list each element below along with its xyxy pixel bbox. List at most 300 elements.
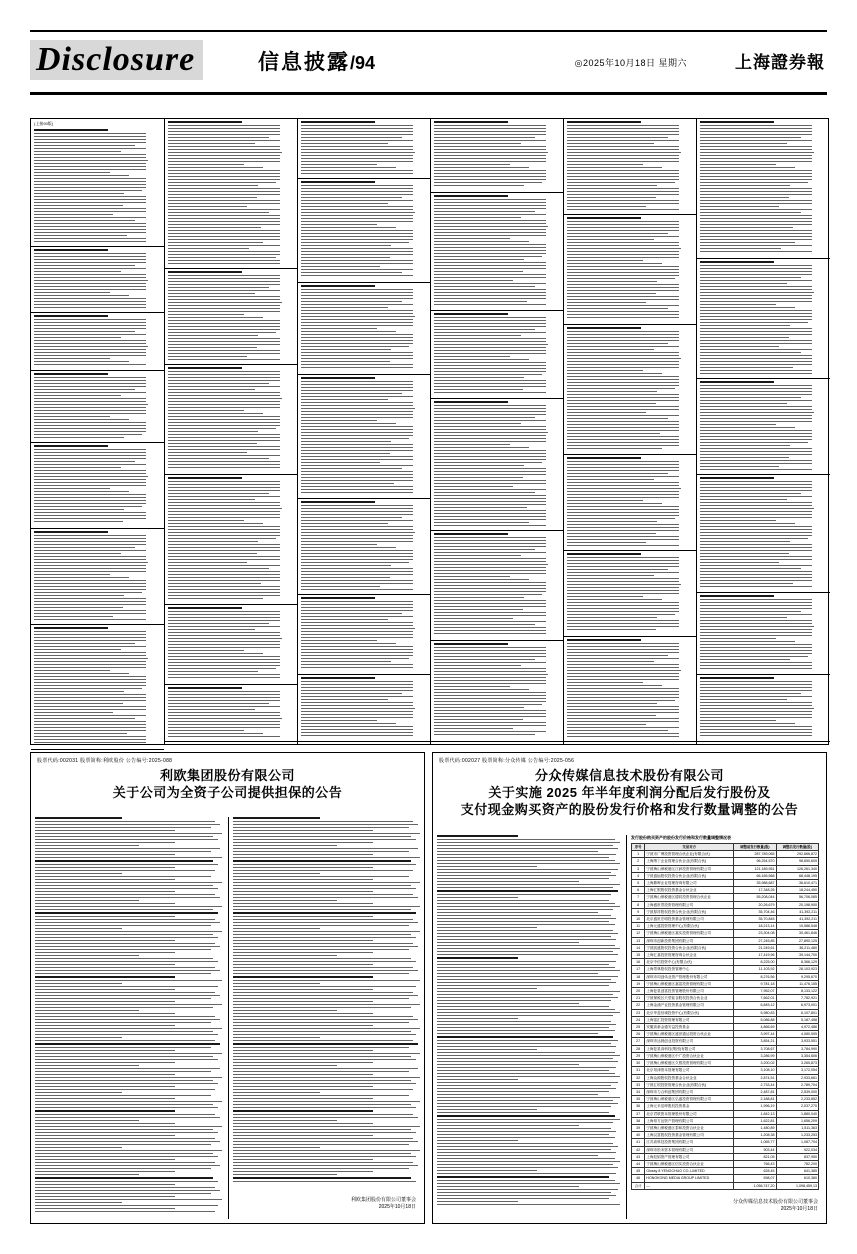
announcement-text-column [35, 817, 224, 1219]
article-cell [431, 399, 564, 531]
table-header-cell: 交易对方 [645, 844, 734, 851]
table-cell-before: 3,708,67 [734, 1045, 776, 1052]
table-cell-index: 11 [632, 923, 645, 930]
table-cell-index: 2 [632, 858, 645, 865]
table-cell-before: 7,952,07 [734, 988, 776, 995]
article-cell [298, 119, 431, 179]
table-cell-before: 3,108,10 [734, 1067, 776, 1074]
panel-right-signature-name: 分众传媒信息技术股份有限公司董事会 [732, 1199, 818, 1205]
table-row [632, 908, 819, 915]
table-row [632, 1074, 819, 1081]
table-cell-party: 宁波保税区天堂硅谷股权投资合伙企业 [645, 995, 734, 1002]
article-column [297, 119, 431, 744]
column-divider [228, 817, 229, 1219]
article-cell [564, 637, 697, 742]
table-cell-after: 1,880,040 [776, 1110, 818, 1117]
table-cell-after: 27,890,125 [776, 937, 818, 944]
table-row [632, 1182, 819, 1189]
table-cell-before: 3,286,99 [734, 1052, 776, 1059]
table-cell-before: 18,213,14 [734, 923, 776, 930]
table-row [632, 1139, 819, 1146]
continuation-note: (上接93版) [34, 121, 54, 126]
table-cell-before: 21,249,61 [734, 944, 776, 951]
article-cell [697, 593, 830, 675]
table-cell-after: 9,295,670 [776, 973, 818, 980]
article-column [563, 119, 697, 744]
table-cell-before: 628,45 [734, 1168, 776, 1175]
table-row [632, 880, 819, 887]
table-row [632, 1117, 819, 1124]
table-cell-after: 8,133,122 [776, 988, 818, 995]
table-cell-before: 1,208,38 [734, 1132, 776, 1139]
table-cell-index: 44 [632, 1160, 645, 1167]
table-cell-party: 宁波市广博投资管理合伙企业(有限合伙) [645, 851, 734, 858]
table-cell-party: 宁波梅山保税港区中广投资合伙企业 [645, 1052, 734, 1059]
table-row [632, 1088, 819, 1095]
table-row [632, 966, 819, 973]
table-row [632, 1031, 819, 1038]
article-cell [298, 375, 431, 499]
announcement-panel-left [30, 752, 425, 1224]
section-number: /94 [350, 53, 376, 73]
table-cell-party: 宁波梅山保税港区嘉富投资管理有限公司 [645, 980, 734, 987]
section-title [258, 46, 375, 76]
table-cell-before: 2,188,81 [734, 1096, 776, 1103]
table-row [632, 980, 819, 987]
table-cell-party: 上海易方达资产管理有限公司 [645, 1117, 734, 1124]
table-cell-index: 46 [632, 1175, 645, 1182]
table-cell-index: 40 [632, 1132, 645, 1139]
article-column [696, 119, 830, 744]
article-cell [31, 371, 164, 443]
table-cell-index: 10 [632, 916, 645, 923]
table-cell-party: 上海元禾辰坤股权投资基金 [645, 1103, 734, 1110]
table-cell-party: — [645, 1182, 734, 1189]
table-cell-after: 19,588,548 [776, 923, 818, 930]
table-cell-party: 江苏高科技投资集团有限公司 [645, 1139, 734, 1146]
table-cell-party: 深圳市创新投资集团有限公司 [645, 937, 734, 944]
table-cell-index: 13 [632, 937, 645, 944]
table-cell-party: 上海纳丁企业管理合伙企业(有限合伙) [645, 858, 734, 865]
top-article-grid [30, 118, 829, 745]
panel-right-title-3: 支付现金购买资产的股份发行价格和发行数量调整的公告 [460, 802, 799, 817]
article-cell [697, 475, 830, 593]
table-cell-before: 3,854,21 [734, 1038, 776, 1045]
table-row [632, 865, 819, 872]
table-cell-after: 36,211,480 [776, 944, 818, 951]
table-row [632, 1168, 819, 1175]
table-cell-party: 宁波汇垠投资管理合伙企业(有限合伙) [645, 1081, 734, 1088]
table-cell-before: 35,988,687 [734, 880, 776, 887]
table-cell-after: 18,244,450 [776, 887, 818, 894]
table-row [632, 872, 819, 879]
table-row [632, 1002, 819, 1009]
disclosure-logo: Disclosure [30, 40, 203, 80]
table-cell-party: 上海盛世景投资管理有限公司 [645, 901, 734, 908]
table-cell-index: 25 [632, 1024, 645, 1031]
article-cell [564, 215, 697, 325]
article-cell [431, 119, 564, 193]
table-cell-after: 7,782,921 [776, 995, 818, 1002]
table-cell-party: 深圳市达晨创业投资有限公司 [645, 1038, 734, 1045]
table-cell-after: 2,933,661 [776, 1074, 818, 1081]
panel-right-title-2: 关于实施 2025 年半年度利润分配后发行股份及 [488, 785, 771, 800]
article-cell [31, 443, 164, 529]
table-cell-party: 上海汇银股权投资基金合伙企业 [645, 887, 734, 894]
stock-code-line-left: 股票代码:002031 股票简称:利欧股份 公告编号:2025-088 [37, 758, 173, 764]
paper-name: 上海證券報 [735, 53, 825, 72]
table-cell-party: 宁波梅山保税港区嘉实投资管理有限公司 [645, 930, 734, 937]
table-cell-index: 34 [632, 1088, 645, 1095]
table-header-cell: 序号 [632, 844, 645, 851]
table-cell-index: 3 [632, 865, 645, 872]
table-row [632, 952, 819, 959]
table-row [632, 973, 819, 980]
table-cell-index: 16 [632, 959, 645, 966]
table-cell-after: 126,261,340 [776, 865, 818, 872]
table-cell-before: 2,733,44 [734, 1081, 776, 1088]
table-cell-party: 安徽高新金通安益投资基金 [645, 1024, 734, 1031]
table-cell-party: 深圳市同创伟业资产管理股份有限公司 [645, 973, 734, 980]
share-table-container [631, 835, 821, 1195]
table-row [632, 1132, 819, 1139]
table-cell-index: 21 [632, 995, 645, 1002]
article-cell [298, 675, 431, 742]
table-cell-before: 17,419,96 [734, 952, 776, 959]
table-cell-before: 3,997,44 [734, 1031, 776, 1038]
table-row [632, 916, 819, 923]
table-cell-index: 12 [632, 930, 645, 937]
table-row [632, 1081, 819, 1088]
table-cell-before: 1,480,89 [734, 1124, 776, 1131]
table-cell-index: 28 [632, 1045, 645, 1052]
table-cell-after: 922,034 [776, 1146, 818, 1153]
article-cell [298, 499, 431, 595]
table-cell-index: 8 [632, 901, 645, 908]
table-cell-after: 20,198,900 [776, 901, 818, 908]
table-cell-before: 6,845,12 [734, 1002, 776, 1009]
announcement-panel-right [432, 752, 827, 1224]
table-cell-party: 宁波厚祥股权投资合伙企业(有限合伙) [645, 908, 734, 915]
table-cell-before: 55,208,044 [734, 894, 776, 901]
table-row [632, 1024, 819, 1031]
announcement-text-column [233, 817, 422, 1185]
table-cell-before: 5,086,88 [734, 1016, 776, 1023]
table-cell-before: 2,487,81 [734, 1088, 776, 1095]
table-row [632, 1103, 819, 1110]
table-cell-index: 38 [632, 1117, 645, 1124]
panel-left-title-1: 利欧集团股份有限公司 [159, 768, 295, 783]
table-cell-party: 上海景林股权投资管理中心 [645, 966, 734, 973]
article-cell [298, 179, 431, 283]
table-cell-index: 33 [632, 1081, 645, 1088]
article-column [430, 119, 564, 744]
table-cell-before: 27,245,85 [734, 937, 776, 944]
panel-left-signature-name: 利欧集团股份有限公司董事会 [350, 1197, 416, 1203]
table-row [632, 959, 819, 966]
table-cell-after: 641,385 [776, 1168, 818, 1175]
table-cell-after: 2,789,704 [776, 1081, 818, 1088]
table-row [632, 1016, 819, 1023]
table-cell-party: 上海复星高科技(集团)有限公司 [645, 1045, 734, 1052]
table-cell-after: 36,610,471 [776, 880, 818, 887]
article-cell [564, 325, 697, 455]
table-cell-before: 9,781,18 [734, 980, 776, 987]
table-row [632, 1038, 819, 1045]
article-cell [165, 365, 298, 475]
table-cell-index: 32 [632, 1074, 645, 1081]
article-cell [564, 455, 697, 551]
column-divider [626, 835, 627, 1219]
article-cell [431, 193, 564, 311]
article-cell [431, 531, 564, 641]
table-row [632, 988, 819, 995]
table-row [632, 1175, 819, 1182]
table-cell-after: 30,461,846 [776, 930, 818, 937]
table-cell-party: 北京君联资本管理股份有限公司 [645, 1110, 734, 1117]
table-cell-before: 35,704,46 [734, 908, 776, 915]
table-cell-index: 36 [632, 1103, 645, 1110]
table-cell-before: 287,789,065 [734, 851, 776, 858]
table-cell-party: 上海鼎晖企业管理咨询有限公司 [645, 880, 734, 887]
table-cell-after: 1,098,459,13 [776, 1182, 818, 1189]
table-cell-before: 96,254,570 [734, 858, 776, 865]
table-cell-after: 41,392,211 [776, 908, 818, 915]
table-cell-index: 18 [632, 973, 645, 980]
article-cell [697, 379, 830, 475]
table-cell-after: 610,380 [776, 1175, 818, 1182]
table-cell-index: 35 [632, 1096, 645, 1103]
table-cell-index: 29 [632, 1052, 645, 1059]
table-cell-index: 20 [632, 988, 645, 995]
article-cell [697, 675, 830, 742]
table-cell-before: 7,662,01 [734, 995, 776, 1002]
article-cell [697, 119, 830, 259]
table-cell-party: 宁波梅山保税港区久银投资管理有限公司 [645, 1060, 734, 1067]
article-cell [31, 247, 164, 313]
table-row [632, 1124, 819, 1131]
table-cell-party: 北京华盖信诚投资中心(有限合伙) [645, 1009, 734, 1016]
table-cell-index: 22 [632, 1002, 645, 1009]
article-column [31, 119, 164, 744]
article-cell [298, 283, 431, 375]
table-cell-party: 上海富汇投资管理有限公司 [645, 1016, 734, 1023]
table-cell-index: 24 [632, 1016, 645, 1023]
article-cell [31, 625, 164, 750]
table-cell-party: 上海众源股权投资基金合伙企业 [645, 1074, 734, 1081]
table-row [632, 1146, 819, 1153]
article-cell [31, 529, 164, 625]
table-cell-after: 1,656,209 [776, 1117, 818, 1124]
article-cell [165, 475, 298, 605]
panel-right-head [433, 753, 826, 820]
table-row [632, 1060, 819, 1067]
table-cell-after: 1,233,253 [776, 1132, 818, 1139]
article-cell [165, 605, 298, 685]
table-cell-after: 2,037,270 [776, 1103, 818, 1110]
table-cell-index: 37 [632, 1110, 645, 1117]
table-row [632, 944, 819, 951]
table-cell-index: 7 [632, 894, 645, 901]
table-row [632, 1153, 819, 1160]
panel-right-signature [638, 1199, 818, 1213]
table-cell-party: Glossy 8 YENGCHUO CO.,LIMITED [645, 1168, 734, 1175]
table-cell-party: 上海元盛投资管理中心(有限合伙) [645, 923, 734, 930]
table-cell-before: 5,980,83 [734, 1009, 776, 1016]
table-cell-before: 66,165,568 [734, 872, 776, 879]
table-cell-party: 宁波梅山保税港区信实投资合伙企业 [645, 1160, 734, 1167]
article-cell [564, 551, 697, 637]
table-cell-party: HONGKONG MEDIA GROUP LIMITED [645, 1175, 734, 1182]
table-cell-before: 1,622,81 [734, 1117, 776, 1124]
table-cell-after: 3,933,551 [776, 1038, 818, 1045]
table-cell-after: 3,784,990 [776, 1045, 818, 1052]
table-row [632, 995, 819, 1002]
panel-left-title-2: 关于公司为全资子公司提供担保的公告 [112, 785, 343, 800]
table-cell-before: 3,200,02 [734, 1060, 776, 1067]
table-cell-after: 3,265,873 [776, 1060, 818, 1067]
table-cell-index: 41 [632, 1139, 645, 1146]
table-cell-after: 782,200 [776, 1160, 818, 1167]
table-row [632, 1045, 819, 1052]
table-cell-index: 15 [632, 952, 645, 959]
panel-right-signature-date: 2025年10月18日 [780, 1206, 818, 1212]
table-header-cell: 调整前发行数量(股) [734, 844, 776, 851]
article-cell [564, 119, 697, 215]
table-cell-before: 17,348,26 [734, 887, 776, 894]
table-cell-party: 上海汉富股权投资基金管理有限公司 [645, 1132, 734, 1139]
table-row [632, 1110, 819, 1117]
table-cell-before: 35,70,845 [734, 916, 776, 923]
table-cell-index: 4 [632, 872, 645, 879]
table-cell-index: 14 [632, 944, 645, 951]
table-cell-after: 6,973,001 [776, 1002, 818, 1009]
table-cell-index: 合计 [632, 1182, 645, 1189]
article-column [164, 119, 298, 744]
table-row [632, 851, 819, 858]
share-table-title: 发行股份购买资产的股份发行价格和发行数量调整情况表 [631, 835, 731, 840]
table-cell-before: 20,26,679 [734, 901, 776, 908]
panel-left-head [31, 753, 424, 803]
table-row [632, 930, 819, 937]
table-row [632, 901, 819, 908]
table-cell-index: 42 [632, 1146, 645, 1153]
table-cell-index: 1 [632, 851, 645, 858]
table-cell-party: 深圳市力合科创集团有限公司 [645, 1088, 734, 1095]
table-cell-party: 宁波梅山保税港区德同投资管理合伙企业 [645, 894, 734, 901]
table-cell-party: 北京中信投资中心(有限合伙) [645, 959, 734, 966]
table-cell-after: 6,107,801 [776, 1009, 818, 1016]
table-row [632, 894, 819, 901]
table-cell-index: 23 [632, 1009, 645, 1016]
table-cell-after: 11,476,155 [776, 980, 818, 987]
table-cell-after: 292,666,872 [776, 851, 818, 858]
announcement-text-column [437, 835, 622, 1219]
table-cell-index: 9 [632, 908, 645, 915]
table-cell-after: 1,087,704 [776, 1139, 818, 1146]
table-cell-before: 821,05 [734, 1153, 776, 1160]
masthead-bottom-rule [30, 92, 827, 95]
article-cell [431, 311, 564, 399]
table-cell-after: 98,650,609 [776, 858, 818, 865]
table-cell-index: 30 [632, 1060, 645, 1067]
table-row [632, 1052, 819, 1059]
table-cell-party: 上海复星创富投资管理股份有限公司 [645, 988, 734, 995]
table-cell-before: 1,056,747,20 [734, 1182, 776, 1189]
table-cell-index: 45 [632, 1168, 645, 1175]
table-cell-party: 宁波梅山保税港区盛世通达投资合伙企业 [645, 1031, 734, 1038]
panel-left-signature [256, 1197, 416, 1211]
panel-right-title-1: 分众传媒信息技术股份有限公司 [534, 768, 724, 783]
table-header-cell: 调整后发行数量(股) [776, 844, 818, 851]
table-cell-index: 19 [632, 980, 645, 987]
table-cell-before: 598,07 [734, 1175, 776, 1182]
table-row [632, 887, 819, 894]
table-cell-party: 宁波梅山保税港区弘盛投资管理有限公司 [645, 1096, 734, 1103]
table-cell-party: 上海汇嘉投资管理咨询合伙企业 [645, 952, 734, 959]
table-cell-index: 39 [632, 1124, 645, 1131]
table-cell-after: 4,972,486 [776, 1024, 818, 1031]
masthead-top-rule [30, 30, 827, 32]
table-cell-before: 766,43 [734, 1160, 776, 1167]
table-cell-before: 903,44 [734, 1146, 776, 1153]
table-cell-after: 8,366,129 [776, 959, 818, 966]
table-cell-party: 上海金浦产业投资基金管理有限公司 [645, 1002, 734, 1009]
table-cell-index: 5 [632, 880, 645, 887]
table-cell-after: 28,103,923 [776, 966, 818, 973]
article-cell [165, 685, 298, 742]
table-cell-after: 3,172,054 [776, 1067, 818, 1074]
share-adjustment-table [631, 843, 819, 1190]
table-cell-after: 1,511,363 [776, 1124, 818, 1131]
table-cell-party: 宁波梅山保税港区江润投资管理有限公司 [645, 865, 734, 872]
table-cell-index: 43 [632, 1153, 645, 1160]
table-cell-party: 宁波凯盛股权投资合伙企业(有限合伙) [645, 944, 734, 951]
table-row [632, 1009, 819, 1016]
table-cell-party: 宁波梅山保税港区泰和投资合伙企业 [645, 1124, 734, 1131]
table-row [632, 923, 819, 930]
table-cell-before: 121,189,951 [734, 865, 776, 872]
article-cell [431, 641, 564, 742]
table-cell-party: 上海辰韬资产管理有限公司 [645, 1153, 734, 1160]
table-cell-index: 31 [632, 1067, 645, 1074]
article-cell [298, 595, 431, 675]
table-cell-after: 2,233,852 [776, 1096, 818, 1103]
table-cell-index: 17 [632, 966, 645, 973]
article-cell [165, 119, 298, 269]
table-cell-after: 5,187,458 [776, 1016, 818, 1023]
issue-date: ◎2025年10月18日 星期六 [574, 58, 687, 68]
table-cell-before: 8,225,00 [734, 959, 776, 966]
table-cell-index: 6 [632, 887, 645, 894]
article-cell [31, 127, 164, 247]
table-cell-index: 27 [632, 1038, 645, 1045]
article-cell [697, 259, 830, 379]
panel-left-body [35, 817, 420, 1219]
table-cell-after: 2,539,000 [776, 1088, 818, 1095]
section-title-cn: 信息披露 [258, 51, 350, 74]
table-cell-after: 837,950 [776, 1153, 818, 1160]
table-cell-party: 北京易津资本管理有限公司 [645, 1067, 734, 1074]
table-row [632, 937, 819, 944]
table-cell-after: 3,354,606 [776, 1052, 818, 1059]
article-cell [31, 313, 164, 371]
table-cell-party: 宁波盛灿股权投资合伙企业(有限合伙) [645, 872, 734, 879]
table-cell-after: 41,392,211 [776, 916, 818, 923]
table-cell-after: 4,080,595 [776, 1031, 818, 1038]
table-cell-after: 39,144,700 [776, 952, 818, 959]
table-cell-before: 23,304,08 [734, 930, 776, 937]
